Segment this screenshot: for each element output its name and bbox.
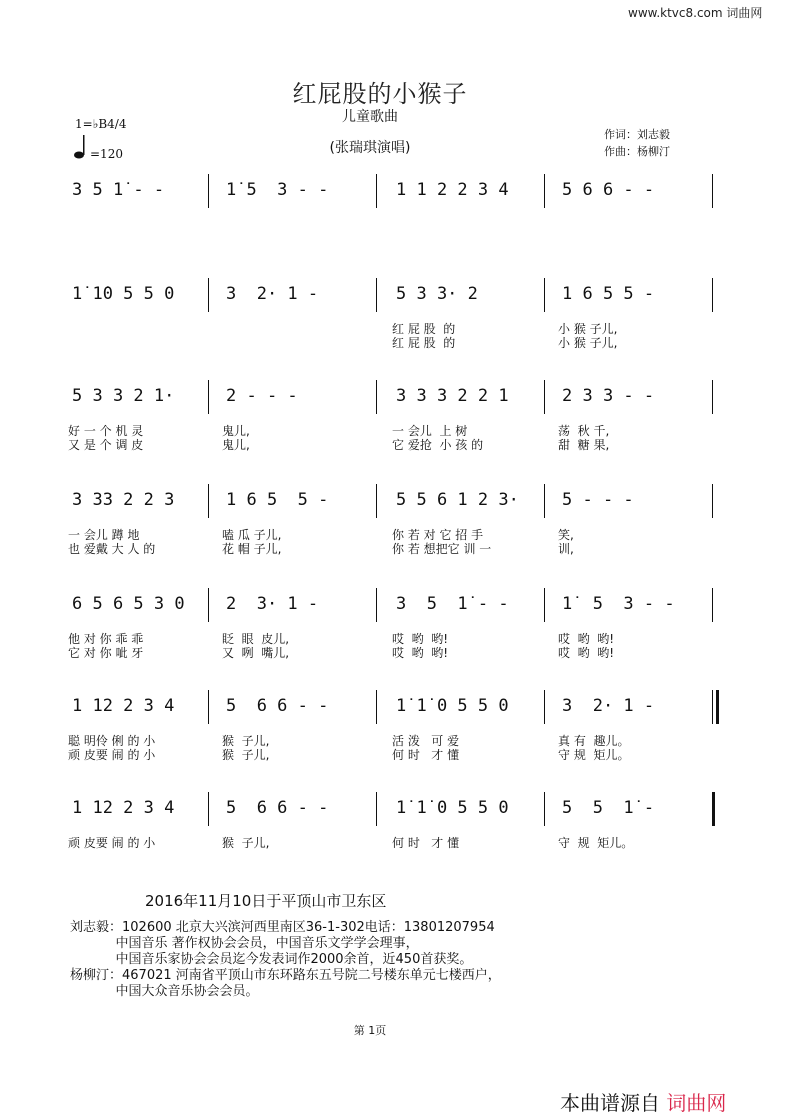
info-line: 中国大众音乐协会会员。 [70,984,259,999]
lyric: 守 规 矩儿。 [558,748,630,762]
barline [712,588,713,622]
song-subtitle: 儿童歌曲 [342,109,398,125]
lyric: 荡 秋 千, [558,424,610,438]
barline [544,792,545,826]
lyric: 猴 子儿, [222,734,270,748]
score-row [0,386,790,466]
measure: 5 6 6 - - [226,696,329,716]
measure: 1̇ 5 3 - - [226,180,329,200]
lyric: 一 会儿 上 树 [392,424,468,438]
lyric: 训, [558,542,574,556]
measure-line [0,490,790,526]
lyric: 小 猴 子儿, [558,336,618,350]
barline [712,484,713,518]
barline [544,174,545,208]
measure: 5 5 1̇ - [562,798,655,818]
barline [208,174,209,208]
lyric: 花 帽 子儿, [222,542,282,556]
barline [712,690,713,724]
measure: 3 33 2 2 3 [72,490,175,510]
lyric: 笑, [558,528,574,542]
score-row [0,696,790,776]
measure: 2 3· 1 - [226,594,319,614]
measure-line [0,386,790,422]
measure: 3 5 1̇ - - [396,594,509,614]
lyric: 哎 哟 哟! [558,646,615,660]
tempo: =120 [90,147,123,161]
lyric: 眨 眼 皮儿, [222,632,290,646]
lyric: 嗑 瓜 子儿, [222,528,282,542]
author-info [70,920,501,1000]
lyric: 猴 子儿, [222,836,270,850]
barline [376,380,377,414]
measure: 5 5 6 1 2 3· [396,490,519,510]
lyric: 甜 糖 果, [558,438,610,452]
lyric: 一 会儿 蹲 地 [68,528,140,542]
measure: 1̇ 1̇ 0 5 5 0 [396,696,509,716]
score-row [0,798,790,878]
measure: 1̇ 5 3 - - [562,594,675,614]
lyric: 猴 子儿, [222,748,270,762]
barline [208,792,209,826]
info-line: 杨柳汀：467021 河南省平顶山市东环路东五号院二号楼东单元七楼西户， [70,968,501,983]
barline [376,690,377,724]
lyric: 他 对 你 乖 乖 [68,632,144,646]
lyric: 你 若 想把它 训 一 [392,542,492,556]
measure: 1 12 2 3 4 [72,798,175,818]
lyric: 它 爱抢 小 孩 的 [392,438,484,452]
barline [376,278,377,312]
measure: 2 3 3 - - [562,386,655,406]
measure-line [0,180,790,216]
lyric: 小 猴 子儿, [558,322,618,336]
info-line: 刘志毅：102600 北京大兴滨河西里南区36-1-302电话：13801207954 [70,920,495,935]
measure: 5 3 3 2 1· [72,386,175,406]
measure: 1 6 5 5 - [226,490,329,510]
measure: 1̇ 1̇0 5 5 0 [72,284,175,304]
measure: 3 5 1̇ - - [72,180,165,200]
credits [604,126,670,160]
repeat-barline [716,690,719,724]
lyric: 红 屁 股 的 [392,322,456,336]
lyric: 何 时 才 懂 [392,748,460,762]
lyric: 哎 哟 哟! [392,646,449,660]
source-credit [560,1087,726,1116]
lyric: 鬼儿, [222,424,250,438]
measure-line [0,594,790,630]
lyric: 守 规 矩儿。 [558,836,634,850]
lyric: 又 咧 嘴儿, [222,646,290,660]
site-watermark: www.ktvc8.com 词曲网 [628,6,763,20]
barline [208,380,209,414]
barline [376,792,377,826]
info-line: 中国音乐 著作权协会会员，中国音乐文学学会理事， [70,936,419,951]
measure: 5 - - - [562,490,634,510]
lyric: 红 屁 股 的 [392,336,456,350]
measure: 5 6 6 - - [562,180,655,200]
barline [208,690,209,724]
lyric: 你 若 对 它 招 手 [392,528,484,542]
barline [544,690,545,724]
measure: 2 - - - [226,386,298,406]
barline [712,278,713,312]
song-title: 红屁股的小猴子 [292,80,468,108]
barline [712,174,713,208]
barline [376,174,377,208]
barline [208,588,209,622]
measure: 1 12 2 3 4 [72,696,175,716]
key-signature: 1=♭B4/4 [75,117,127,131]
lyric: 聪 明伶 俐 的 小 [68,734,156,748]
info-line: 中国音乐家协会会员迄今发表词作2000余首，近450首获奖。 [70,952,473,967]
source-prefix: 本曲谱源自 [560,1091,660,1115]
barline [544,278,545,312]
barline [208,484,209,518]
lyric: 真 有 趣儿。 [558,734,630,748]
lyric: 鬼儿, [222,438,250,452]
barline [712,792,715,826]
lyric: 好 一 个 机 灵 [68,424,144,438]
measure-line [0,284,790,320]
measure: 3 3 3 2 2 1 [396,386,509,406]
composer: 作曲：杨柳汀 [604,145,670,158]
lyric: 顽 皮要 闹 的 小 [68,836,156,850]
measure: 3 2· 1 - [562,696,655,716]
barline [208,278,209,312]
lyric: 哎 哟 哟! [558,632,615,646]
quarter-note-icon [73,134,89,160]
barline [712,380,713,414]
score-row [0,594,790,674]
measure: 1̇ 1̇ 0 5 5 0 [396,798,509,818]
lyricist: 作词：刘志毅 [604,128,670,141]
lyric: 顽 皮要 闹 的 小 [68,748,156,762]
barline [544,380,545,414]
measure: 1 6 5 5 - [562,284,655,304]
singer: (张瑞琪演唱) [329,140,411,156]
score-row [0,490,790,570]
lyric: 又 是 个 调 皮 [68,438,144,452]
measure: 6 5 6 5 3 0 [72,594,185,614]
date-line: 2016年11月10日于平顶山市卫东区 [145,892,387,910]
barline [376,484,377,518]
page-number: 第 1页 [353,1024,387,1037]
measure-line [0,798,790,834]
measure: 3 2· 1 - [226,284,319,304]
measure: 1 1 2 2 3 4 [396,180,509,200]
barline [544,588,545,622]
barline [376,588,377,622]
barline [544,484,545,518]
lyric: 哎 哟 哟! [392,632,449,646]
measure: 5 6 6 - - [226,798,329,818]
measure: 5 3 3· 2 [396,284,478,304]
score-row [0,284,790,364]
lyric: 也 爱戴 大 人 的 [68,542,156,556]
lyric: 它 对 你 呲 牙 [68,646,144,660]
score-row [0,180,790,260]
source-brand: 词曲网 [666,1091,727,1115]
lyric: 活 泼 可 爱 [392,734,460,748]
lyric: 何 时 才 懂 [392,836,460,850]
measure-line [0,696,790,732]
